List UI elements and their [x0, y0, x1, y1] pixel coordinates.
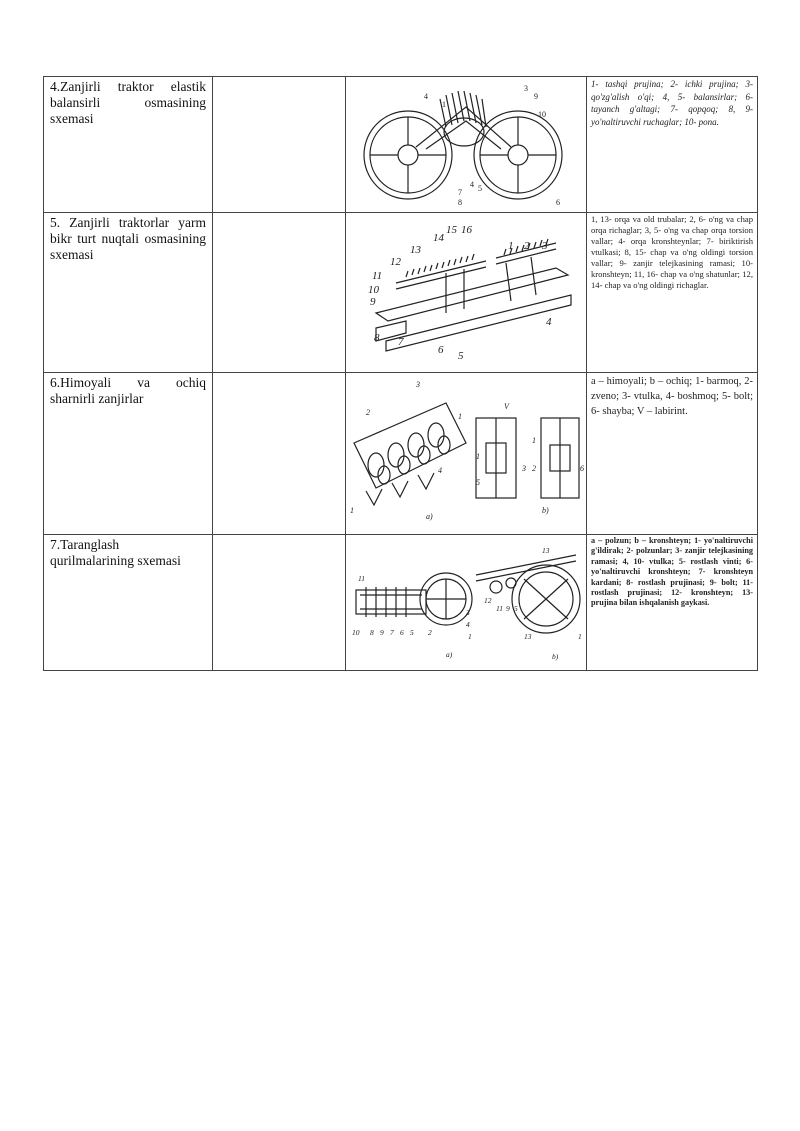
content-table [43, 76, 758, 671]
figure-legend: a – himoyali; b – ochiq; 1- barmoq, 2- zveno; 3- vtulka, 4- boshmoq; 5- bolt; 6- shayba; V – labirint. [591, 376, 753, 417]
legend-cell [587, 213, 758, 373]
svg-text:7: 7 [390, 628, 394, 637]
svg-text:4: 4 [438, 466, 442, 475]
svg-text:5: 5 [476, 478, 480, 487]
row-title-cell [44, 373, 213, 535]
svg-text:9: 9 [370, 296, 376, 308]
tensioning-devices-figure [346, 535, 586, 669]
svg-text:10: 10 [352, 628, 360, 637]
figure-legend: 1, 13- orqa va old trubalar; 2, 6- o'ng va chap orqa richaglar; 3, 5- o'ng va chap orqa torsion vallar; 4- orqa kronshteynlar; 7- biriktirish vtulkasi; 8, 15- chap va o'ng oldingi torsion vallar; 9- zanjir telejkasining ramasi; 10- kronshteyn; 11, 16- chap va o'ng shatunlar; 12, 14- chap va o'ng oldingi richaglar. [591, 214, 753, 290]
svg-text:7: 7 [458, 188, 462, 197]
table-row [44, 213, 758, 373]
legend-cell [587, 535, 758, 671]
row-title-cell [44, 535, 213, 671]
svg-text:1: 1 [532, 436, 536, 445]
svg-text:9: 9 [534, 92, 538, 101]
svg-text:4: 4 [546, 316, 552, 328]
svg-text:3: 3 [416, 380, 420, 389]
svg-text:12: 12 [390, 256, 401, 268]
table-row [44, 373, 758, 535]
track-suspension-figure [346, 77, 586, 211]
svg-text:1: 1 [508, 240, 514, 252]
svg-text:15: 15 [446, 224, 457, 236]
figure-legend: a – polzun; b – kronshteyn; 1- yo'naltiruvchi g'ildirak; 2- polzunlar; 3- zanjir telejkasining ramasi; 4, 10- vtulka; 5- rostlash vinti; 6- yo'naltiruvchi kronshteyn; 7- kronshteyn kardani; 8- rostlash prujinasi; 9- bolt; 11- rostlash prujinasi; 12- kronshteyn; 13- prujina bilan ishqalanish gaykasi. [591, 536, 753, 608]
svg-text:4: 4 [470, 180, 474, 189]
svg-text:2: 2 [532, 464, 536, 473]
svg-text:9: 9 [506, 604, 510, 613]
row-title-cell [44, 213, 213, 373]
svg-text:3: 3 [542, 240, 548, 252]
table-row [44, 535, 758, 671]
figure-cell [346, 535, 587, 671]
svg-text:3: 3 [522, 464, 526, 473]
svg-text:11: 11 [358, 574, 365, 583]
svg-text:6: 6 [580, 464, 584, 473]
svg-text:11: 11 [496, 604, 503, 613]
figure-cell [346, 77, 587, 213]
svg-text:1: 1 [458, 412, 462, 421]
svg-text:8: 8 [458, 198, 462, 207]
chain-hinges-figure [346, 373, 586, 533]
row-title: 4.Zanjirli traktor elastik balansirli osmasining sxemasi [50, 79, 206, 126]
table-row [44, 77, 758, 213]
svg-text:6: 6 [556, 198, 560, 207]
svg-text:13: 13 [410, 244, 421, 256]
semi-rigid-suspension-figure [346, 213, 586, 371]
svg-text:1: 1 [468, 632, 472, 641]
empty-cell [213, 535, 346, 671]
figure-legend: 1- tashqi prujina; 2- ichki prujina; 3- qo'zg'alish o'qi; 4, 5- balansirlar; 6- tayanch g'altagi; 7- qopqoq; 8, 9- yo'naltiruvchi ruchaglar; 10- pona. [591, 79, 753, 127]
svg-text:1: 1 [476, 452, 480, 461]
svg-text:V: V [504, 402, 509, 411]
row-title: 5. Zanjirli traktorlar yarm bikr turt nuqtali osmasining sxemasi [50, 215, 206, 262]
svg-text:2: 2 [524, 240, 530, 252]
svg-text:5: 5 [410, 628, 414, 637]
svg-text:13: 13 [542, 546, 550, 555]
svg-text:4: 4 [424, 92, 428, 101]
svg-text:4: 4 [466, 620, 470, 629]
svg-text:b): b) [552, 652, 559, 661]
svg-text:10: 10 [368, 284, 379, 296]
empty-cell [213, 77, 346, 213]
svg-text:3: 3 [524, 84, 528, 93]
empty-cell [213, 373, 346, 535]
svg-text:6: 6 [400, 628, 404, 637]
svg-text:a): a) [446, 650, 453, 659]
svg-text:12: 12 [484, 596, 492, 605]
row-title: 6.Himoyali va ochiq sharnirli zanjirlar [50, 375, 206, 406]
figure-cell [346, 373, 587, 535]
svg-text:11: 11 [372, 270, 383, 282]
empty-cell [213, 213, 346, 373]
svg-text:1: 1 [578, 632, 582, 641]
figure-cell [346, 213, 587, 373]
svg-text:10: 10 [538, 110, 546, 119]
svg-text:6: 6 [438, 344, 444, 356]
svg-text:3: 3 [466, 608, 470, 617]
legend-cell [587, 77, 758, 213]
svg-text:13: 13 [524, 632, 532, 641]
svg-text:9: 9 [380, 628, 384, 637]
svg-text:8: 8 [374, 332, 380, 344]
svg-text:2: 2 [428, 628, 432, 637]
legend-cell [587, 373, 758, 535]
svg-text:14: 14 [433, 232, 444, 244]
row-title-cell [44, 77, 213, 213]
svg-text:5: 5 [478, 184, 482, 193]
svg-text:5: 5 [514, 604, 518, 613]
svg-text:1: 1 [350, 506, 354, 515]
svg-text:7: 7 [398, 336, 404, 348]
svg-text:16: 16 [461, 224, 472, 236]
svg-text:b): b) [542, 506, 549, 515]
svg-text:2: 2 [366, 408, 370, 417]
svg-text:8: 8 [370, 628, 374, 637]
svg-text:5: 5 [458, 350, 464, 362]
svg-text:1: 1 [442, 100, 446, 109]
svg-text:a): a) [426, 512, 433, 521]
row-title: 7.Taranglash qurilmalarining sxemasi [50, 537, 181, 568]
